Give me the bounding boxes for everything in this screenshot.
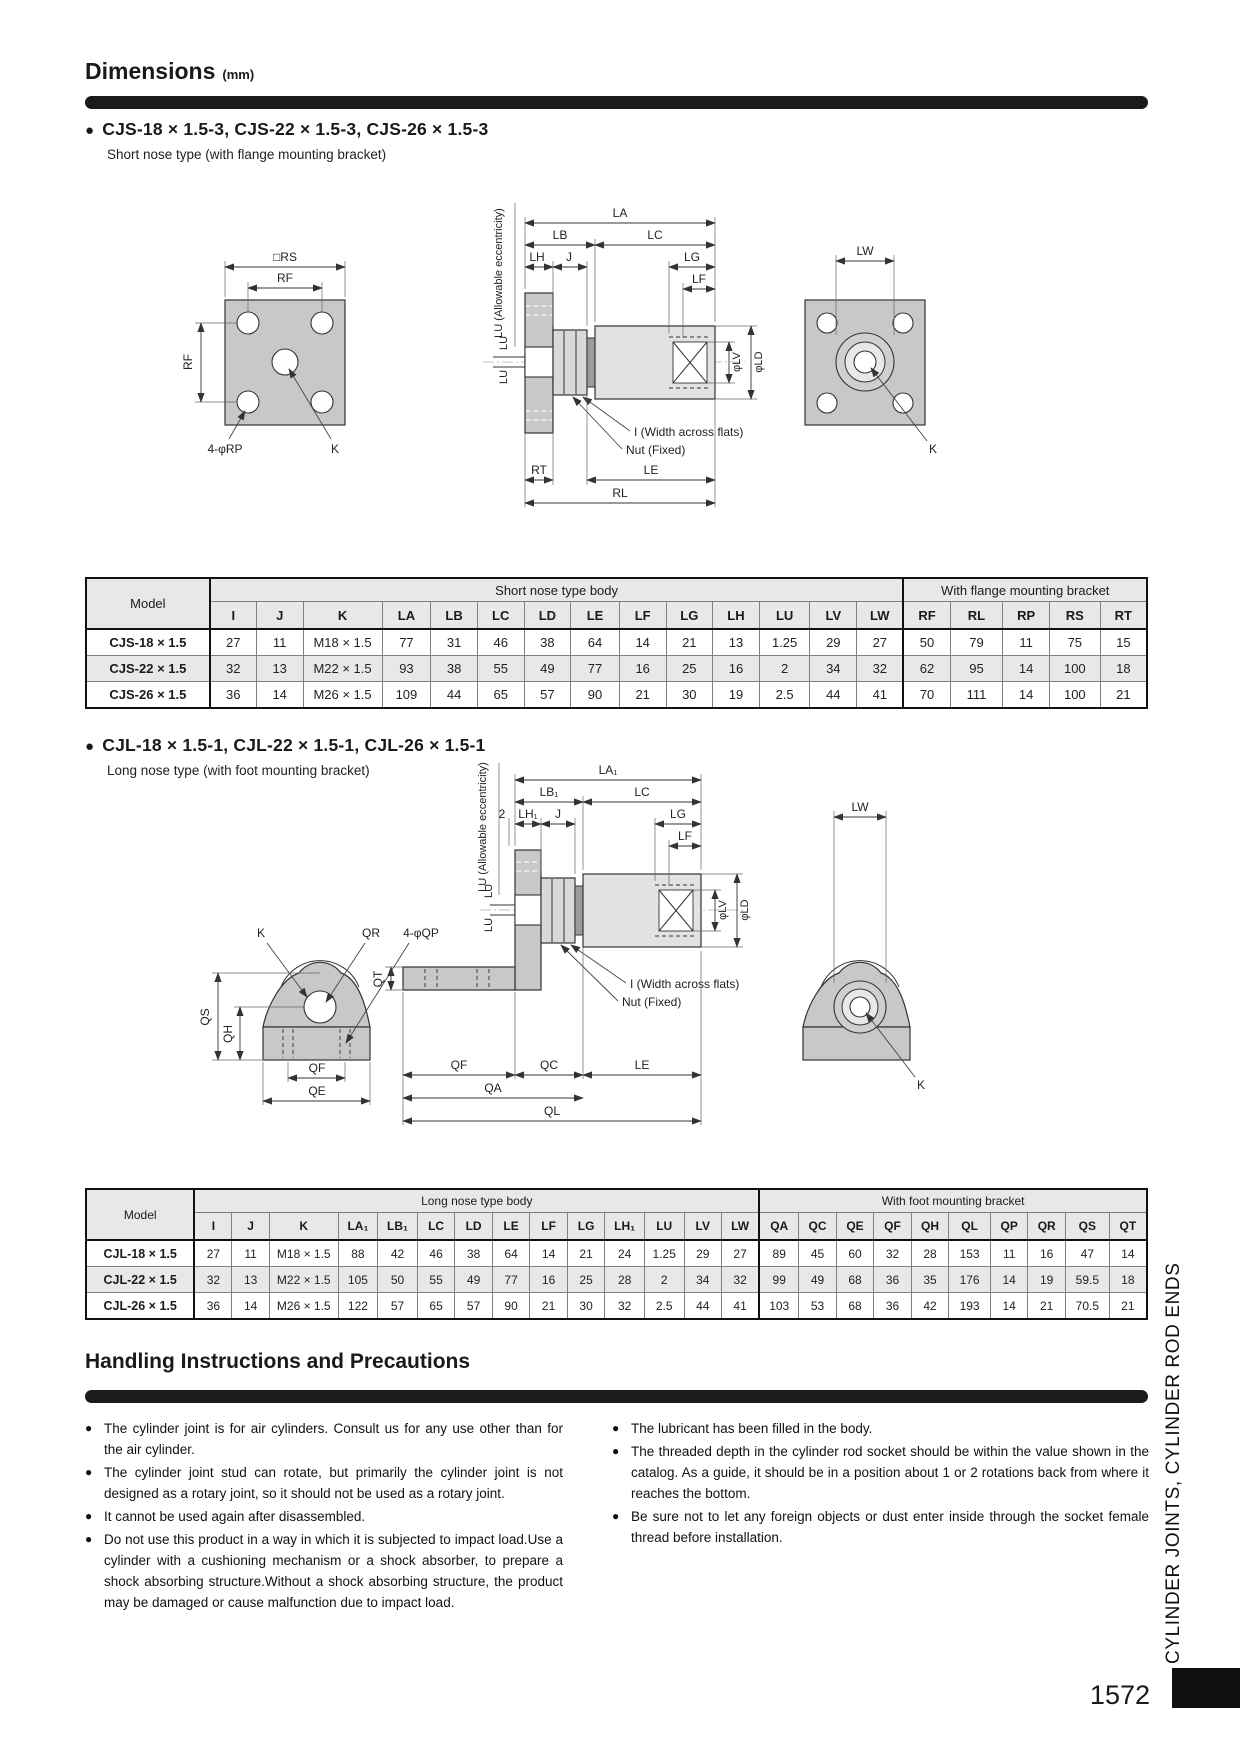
dim-label-qh: QH [221,1025,235,1043]
value-cell: M26 × 1.5 [303,682,382,709]
value-cell: 57 [378,1293,418,1320]
value-cell: 50 [378,1267,418,1293]
value-cell: 50 [903,629,950,656]
column-header: RF [903,602,950,630]
section2-title-text: CJL-18 × 1.5-1, CJL-22 × 1.5-1, CJL-26 × 1.5-1 [102,735,486,755]
dim-label-k-left: K [330,442,340,456]
column-header: RT [1100,602,1147,630]
column-header: LE [571,602,620,630]
value-cell: 32 [722,1267,760,1293]
dim-label-lu-upper: LU [483,883,495,899]
model-cell: CJL-22 × 1.5 [86,1267,194,1293]
dim-label-rs: □RS [273,250,297,264]
value-cell: 28 [605,1267,645,1293]
handling-instruction-text: The cylinder joint stud can rotate, but primarily the cylinder joint is not designed as a rotary joint, so it should not be used as a rotary joint. [104,1465,563,1502]
column-header: LW [722,1213,760,1241]
value-cell: 99 [759,1267,799,1293]
value-cell: 34 [684,1267,722,1293]
value-cell: 16 [713,656,760,682]
dim-label-lu-eccentricity: LU (Allowable eccentricity) [493,208,505,338]
column-header: LF [619,602,666,630]
value-cell: 14 [1109,1240,1147,1267]
dim-label-lw: LW [856,244,874,258]
value-cell: 75 [1049,629,1100,656]
column-header: LV [810,602,857,630]
section-divider-bar [85,96,1148,109]
value-cell: 1.25 [759,629,810,656]
dim-label-lb: LB [552,228,568,242]
dim-label-lc: LC [634,785,650,799]
value-cell: 16 [530,1267,568,1293]
value-cell: 64 [492,1240,530,1267]
value-cell: 21 [530,1293,568,1320]
dim-label-j: J [566,250,572,264]
value-cell: 60 [836,1240,874,1267]
column-header: LG [567,1213,605,1241]
value-cell: 30 [666,682,713,709]
dim-label-qr: QR [362,926,380,940]
value-cell: 36 [194,1293,232,1320]
value-cell: 65 [477,682,524,709]
handling-instruction-text: It cannot be used again after disassembled. [104,1509,366,1525]
value-cell: 27 [194,1240,232,1267]
dim-label-rt: RT [531,463,547,477]
value-cell: 36 [874,1267,912,1293]
value-cell: 65 [417,1293,455,1320]
value-cell: 11 [990,1240,1028,1267]
value-cell: 193 [949,1293,991,1320]
dim-label-rf-left: RF [181,354,195,370]
value-cell: 100 [1049,682,1100,709]
table-row [86,629,1147,656]
bullet-icon: ● [85,1509,93,1524]
value-cell: 16 [1028,1240,1066,1267]
column-header: LC [417,1213,455,1241]
column-header: QR [1028,1213,1066,1241]
value-cell: 32 [210,656,257,682]
dim-label-lh: LH [529,250,545,264]
bullet-icon: ● [612,1421,620,1435]
dim-label-j: J [555,807,561,821]
model-column-header: Model [86,578,210,629]
page-title-text: Dimensions [85,58,216,84]
handling-instruction-item [85,1462,563,1504]
column-header: J [256,602,303,630]
bullet-icon: ● [612,1444,620,1459]
value-cell: 1.25 [644,1240,684,1267]
dim-label-nut-fixed: Nut (Fixed) [626,443,686,457]
dim-label-lf: LF [691,272,707,286]
column-header: LD [455,1213,493,1241]
column-header: I [210,602,257,630]
value-cell: 46 [477,629,524,656]
dim-label-lv: φLV [717,900,729,920]
value-cell: 77 [492,1267,530,1293]
dim-label-lw: LW [851,800,869,814]
value-cell: 176 [949,1267,991,1293]
column-header: QE [836,1213,874,1241]
handling-instruction-text: Be sure not to let any foreign objects or dust enter inside through the socket female thread before installation. [631,1509,1149,1546]
column-header: J [232,1213,270,1241]
value-cell: 28 [911,1240,949,1267]
side-index-tab [1172,1668,1240,1708]
value-cell: 93 [382,656,431,682]
value-cell: 88 [338,1240,378,1267]
value-cell: 25 [567,1267,605,1293]
group-header: Long nose type body [194,1189,759,1213]
value-cell: 36 [210,682,257,709]
value-cell: 49 [455,1267,493,1293]
model-cell: CJL-26 × 1.5 [86,1293,194,1320]
dim-label-qp: 4-φQP [403,926,439,940]
dim-label-two: 2 [498,807,506,821]
value-cell: 14 [530,1240,568,1267]
page-title-unit: (mm) [222,67,255,82]
value-cell: 14 [256,682,303,709]
column-header: LC [477,602,524,630]
value-cell: 68 [836,1293,874,1320]
dim-label-lb1: LB₁ [539,785,559,799]
column-header: RS [1049,602,1100,630]
column-header: QA [759,1213,799,1241]
value-cell: 27 [210,629,257,656]
handling-right-column [612,1418,1149,1550]
value-cell: 2 [644,1267,684,1293]
value-cell: 21 [619,682,666,709]
value-cell: 36 [874,1293,912,1320]
value-cell: M18 × 1.5 [269,1240,338,1267]
column-header: K [269,1213,338,1241]
column-header: LB₁ [378,1213,418,1241]
value-cell: 11 [256,629,303,656]
value-cell: 62 [903,656,950,682]
column-header: LU [644,1213,684,1241]
value-cell: 38 [524,629,571,656]
short-nose-drawing [85,185,1148,530]
value-cell: 38 [431,656,478,682]
dim-label-lu-lower: LU [483,917,495,933]
value-cell: 29 [684,1240,722,1267]
bullet-icon: ● [612,1509,620,1524]
column-header: I [194,1213,232,1241]
column-header: LH₁ [605,1213,645,1241]
value-cell: 41 [857,682,904,709]
side-category-label: CYLINDER JOINTS, CYLINDER ROD ENDS [1163,1262,1184,1664]
bullet-icon: ● [85,122,95,139]
model-cell: CJS-22 × 1.5 [86,656,210,682]
dim-label-lu-eccentricity: LU (Allowable eccentricity) [477,762,489,892]
dim-label-ld: φLD [739,899,751,921]
value-cell: 122 [338,1293,378,1320]
value-cell: 77 [571,656,620,682]
value-cell: 100 [1049,656,1100,682]
column-header: QF [874,1213,912,1241]
value-cell: 18 [1100,656,1147,682]
value-cell: 2.5 [644,1293,684,1320]
value-cell: 49 [799,1267,837,1293]
foot-bracket-side-view [803,800,925,1092]
handling-instruction-item [612,1418,1149,1439]
dim-label-lu-upper: LU [498,335,510,351]
value-cell: 29 [810,629,857,656]
value-cell: 53 [799,1293,837,1320]
column-header: LU [759,602,810,630]
column-header: QT [1109,1213,1147,1241]
value-cell: 21 [1109,1293,1147,1320]
value-cell: 19 [1028,1267,1066,1293]
dim-label-le: LE [634,1058,650,1072]
value-cell: 90 [492,1293,530,1320]
column-header: RP [1003,602,1050,630]
value-cell: 21 [567,1240,605,1267]
dim-label-nut-fixed: Nut (Fixed) [622,995,682,1009]
value-cell: 44 [431,682,478,709]
column-header: QP [990,1213,1028,1241]
bullet-icon: ● [85,1421,93,1435]
value-cell: 68 [836,1267,874,1293]
dim-label-le: LE [643,463,659,477]
dim-label-qa: QA [484,1081,502,1095]
section1-subtitle: Short nose type (with flange mounting bracket) [107,147,387,162]
value-cell: 13 [713,629,760,656]
value-cell: 13 [256,656,303,682]
value-cell: 14 [990,1293,1028,1320]
value-cell: 14 [1003,682,1050,709]
value-cell: 14 [990,1267,1028,1293]
value-cell: 24 [605,1240,645,1267]
table-row [86,656,1147,682]
dim-label-rp: 4-φRP [207,442,243,456]
handling-instruction-text: Do not use this product in a way in which it is subjected to impact load.Use a cylinder with a cushioning mechanism or a shock absorber, to prepare a shock absorbing structure.Without a shock absorbing structure, the product may be damaged or cause malfunction due to impact load. [104,1532,563,1611]
dim-label-lg: LG [683,250,701,264]
value-cell: 35 [911,1267,949,1293]
column-header: LD [524,602,571,630]
column-header: QC [799,1213,837,1241]
handling-left-column [85,1418,563,1615]
handling-instruction-text: The threaded depth in the cylinder rod socket should be within the value shown in the catalog. As a guide, it should be in a position about 1 or 2 rotations back from where it reaches the bottom. [631,1444,1149,1502]
column-header: LG [666,602,713,630]
value-cell: 30 [567,1293,605,1320]
value-cell: 2 [759,656,810,682]
flange-rear-view [805,244,937,456]
column-header: K [303,602,382,630]
handling-instruction-item [612,1441,1149,1504]
value-cell: 105 [338,1267,378,1293]
joint-section-view-long [371,762,751,1125]
value-cell: 55 [477,656,524,682]
value-cell: 70.5 [1065,1293,1109,1320]
value-cell: 59.5 [1065,1267,1109,1293]
dim-label-k-right: K [928,442,938,456]
value-cell: 111 [950,682,1003,709]
dim-label-lv: φLV [731,352,743,372]
dim-label-width-across-flats: I (Width across flats) [634,425,744,439]
handling-instruction-item [612,1506,1149,1548]
value-cell: 90 [571,682,620,709]
value-cell: 34 [810,656,857,682]
value-cell: 14 [619,629,666,656]
handling-instruction-text: The cylinder joint is for air cylinders. Consult us for any use other than for the air cylinder. [104,1421,563,1458]
table-row [86,682,1147,709]
joint-section-view [483,203,765,507]
value-cell: 19 [713,682,760,709]
column-header: QS [1065,1213,1109,1241]
column-header: QL [949,1213,991,1241]
value-cell: 38 [455,1240,493,1267]
dim-label-qt: QT [371,970,385,988]
column-header: LW [857,602,904,630]
bullet-icon: ● [85,1532,93,1547]
value-cell: 32 [874,1240,912,1267]
column-header: LB [431,602,478,630]
column-header: LE [492,1213,530,1241]
value-cell: 109 [382,682,431,709]
value-cell: 44 [810,682,857,709]
dim-label-qf-front: QF [308,1061,326,1075]
long-nose-drawing [85,755,1148,1167]
group-header: With flange mounting bracket [903,578,1147,602]
section2-subtitle: Long nose type (with foot mounting bracket) [107,763,370,778]
value-cell: 2.5 [759,682,810,709]
value-cell: 14 [1003,656,1050,682]
value-cell: 32 [605,1293,645,1320]
value-cell: 25 [666,656,713,682]
dim-label-ld: φLD [753,351,765,373]
value-cell: 27 [857,629,904,656]
column-header: LH [713,602,760,630]
value-cell: 77 [382,629,431,656]
section1-title-text: CJS-18 × 1.5-3, CJS-22 × 1.5-3, CJS-26 × 1.5-3 [102,119,489,139]
value-cell: 11 [232,1240,270,1267]
value-cell: 21 [666,629,713,656]
table-row [86,1293,1147,1320]
value-cell: 103 [759,1293,799,1320]
value-cell: 11 [1003,629,1050,656]
dim-label-la1: LA₁ [598,763,618,777]
section2-title [85,735,485,756]
value-cell: 46 [417,1240,455,1267]
value-cell: 31 [431,629,478,656]
dim-label-ql: QL [543,1104,561,1118]
page-number: 1572 [1089,1680,1150,1710]
dim-label-rf-top: RF [277,271,293,285]
dim-label-lf: LF [677,829,693,843]
section-divider-bar [85,1390,1148,1403]
value-cell: 13 [232,1267,270,1293]
value-cell: 21 [1100,682,1147,709]
dim-label-qe: QE [308,1084,326,1098]
flange-front-view [181,250,345,456]
value-cell: 42 [378,1240,418,1267]
handling-instruction-item [85,1418,563,1460]
value-cell: 21 [1028,1293,1066,1320]
value-cell: 64 [571,629,620,656]
dim-label-rl: RL [612,486,628,500]
model-cell: CJL-18 × 1.5 [86,1240,194,1267]
value-cell: 79 [950,629,1003,656]
dim-label-k-left: K [256,926,266,940]
value-cell: 89 [759,1240,799,1267]
value-cell: M26 × 1.5 [269,1293,338,1320]
dim-label-k-right: K [916,1078,926,1092]
value-cell: 32 [194,1267,232,1293]
value-cell: 95 [950,656,1003,682]
dim-label-lc: LC [647,228,663,242]
handling-instruction-text: The lubricant has been filled in the body. [631,1421,873,1436]
dim-label-la: LA [612,206,628,220]
page-title [85,58,254,85]
dim-label-lu-lower: LU [498,369,510,385]
dim-label-qc: QC [540,1058,558,1072]
value-cell: 44 [684,1293,722,1320]
dim-label-lg: LG [669,807,687,821]
group-header: Short nose type body [210,578,904,602]
value-cell: 41 [722,1293,760,1320]
short-nose-dimensions-table [85,577,1148,709]
column-header: QH [911,1213,949,1241]
long-nose-dimensions-table [85,1188,1148,1320]
table-row [86,1267,1147,1293]
column-header: LF [530,1213,568,1241]
value-cell: M22 × 1.5 [269,1267,338,1293]
section1-title [85,119,488,140]
value-cell: 153 [949,1240,991,1267]
value-cell: 18 [1109,1267,1147,1293]
dim-label-qs: QS [198,1008,212,1026]
value-cell: 55 [417,1267,455,1293]
model-column-header: Model [86,1189,194,1240]
dim-label-width-across-flats: I (Width across flats) [630,977,740,991]
value-cell: 32 [857,656,904,682]
model-cell: CJS-26 × 1.5 [86,682,210,709]
value-cell: 57 [455,1293,493,1320]
value-cell: M18 × 1.5 [303,629,382,656]
column-header: RL [950,602,1003,630]
value-cell: 70 [903,682,950,709]
value-cell: 16 [619,656,666,682]
table-row [86,1240,1147,1267]
value-cell: 57 [524,682,571,709]
handling-instruction-item [85,1506,563,1527]
column-header: LV [684,1213,722,1241]
value-cell: 27 [722,1240,760,1267]
column-header: LA [382,602,431,630]
model-cell: CJS-18 × 1.5 [86,629,210,656]
value-cell: 42 [911,1293,949,1320]
value-cell: M22 × 1.5 [303,656,382,682]
column-header: LA₁ [338,1213,378,1241]
value-cell: 45 [799,1240,837,1267]
dim-label-lh1: LH₁ [518,807,538,821]
value-cell: 14 [232,1293,270,1320]
bullet-icon: ● [85,738,95,755]
group-header: With foot mounting bracket [759,1189,1147,1213]
bullet-icon: ● [85,1465,93,1480]
value-cell: 15 [1100,629,1147,656]
handling-instruction-item [85,1529,563,1613]
dim-label-qf-section: QF [450,1058,468,1072]
handling-section-title: Handling Instructions and Precautions [85,1350,471,1373]
value-cell: 49 [524,656,571,682]
value-cell: 47 [1065,1240,1109,1267]
